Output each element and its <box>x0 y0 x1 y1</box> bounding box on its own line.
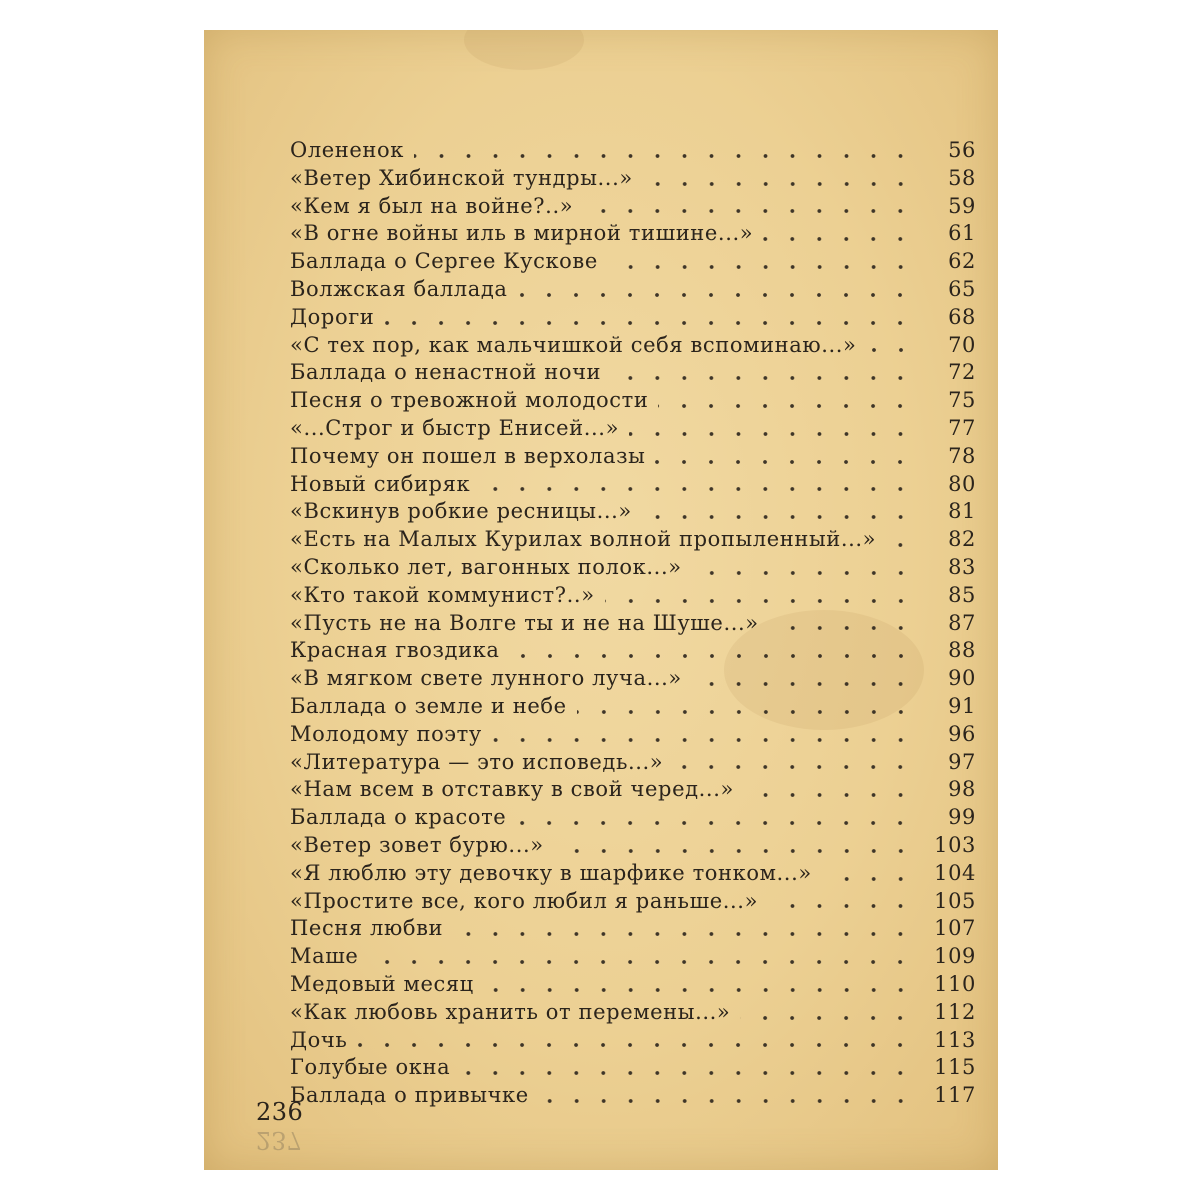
toc-entry-title: «Нам всем в отставку в свой черед...» <box>290 777 734 802</box>
toc-entry-page: 96 <box>948 721 976 746</box>
toc-entry-title: Голубые окна <box>290 1055 451 1080</box>
toc-entry-title: Новый сибиряк <box>290 471 471 496</box>
toc-entry-title: Олененок <box>290 138 404 162</box>
toc-entry <box>290 221 976 249</box>
toc-entry-page: 56 <box>948 138 976 162</box>
toc-entry-title: «В мягком свете лунного луча...» <box>290 666 682 691</box>
toc-entry-title: Песня любви <box>290 916 444 941</box>
toc-entry <box>290 611 976 639</box>
toc-entry <box>290 194 976 222</box>
toc-entry <box>290 444 976 472</box>
dot-leader <box>608 264 914 270</box>
toc-entry <box>290 638 976 666</box>
book-page <box>204 30 998 1170</box>
toc-entry <box>290 666 976 694</box>
toc-entry <box>290 499 976 527</box>
toc-entry-title: Баллада о земле и небе <box>290 693 567 718</box>
toc-entry <box>290 388 976 416</box>
dot-leader <box>692 570 914 576</box>
dot-leader <box>822 876 914 882</box>
toc-entry-page: 78 <box>948 443 976 468</box>
toc-entry-title: «Сколько лет, вагонных полок...» <box>290 554 682 579</box>
dot-leader <box>769 625 914 631</box>
dot-leader <box>357 1042 914 1048</box>
toc-entry-title: Красная гвоздика <box>290 638 500 663</box>
toc-entry-page: 58 <box>948 165 976 190</box>
dot-leader <box>673 764 914 770</box>
dot-leader <box>763 236 914 242</box>
toc-entry <box>290 1000 976 1028</box>
page-number: 236 <box>256 1098 304 1126</box>
toc-entry-title: Баллада о Сергее Кускове <box>290 249 598 274</box>
dot-leader <box>414 153 914 159</box>
toc-entry-title: «Как любовь хранить от перемены...» <box>290 999 731 1024</box>
dot-leader <box>583 208 914 214</box>
toc-entry-page: 103 <box>934 832 976 857</box>
toc-entry-title: Почему он пошел в верхолазы <box>290 443 646 468</box>
toc-entry-title: Песня о тревожной молодости <box>290 388 649 413</box>
toc-entry-page: 112 <box>934 999 976 1024</box>
toc-entry-page: 87 <box>948 610 976 635</box>
toc-entry <box>290 944 976 972</box>
toc-entry <box>290 972 976 1000</box>
toc-entry-title: «Есть на Малых Курилах волной пропыленный...» <box>290 527 877 552</box>
toc-entry <box>290 527 976 555</box>
toc-entry-page: 59 <box>948 193 976 218</box>
toc-entry <box>290 277 976 305</box>
dot-leader <box>516 820 914 826</box>
toc-entry-page: 70 <box>948 332 976 357</box>
paper-stain <box>464 30 584 70</box>
toc-entry <box>290 333 976 361</box>
toc-entry <box>290 861 976 889</box>
toc-entry-title: «Пусть не на Волге ты и не на Шуше...» <box>290 610 759 635</box>
dot-leader <box>539 1098 914 1104</box>
toc-entry-page: 97 <box>948 749 976 774</box>
dot-leader <box>554 848 914 854</box>
toc-entry-title: Баллада о ненастной ночи <box>290 360 602 385</box>
toc-entry-page: 88 <box>948 638 976 663</box>
dot-leader <box>517 292 914 298</box>
toc-entry-page: 85 <box>948 582 976 607</box>
dot-leader <box>655 459 914 465</box>
toc-entry-page: 107 <box>934 916 976 941</box>
dot-leader <box>453 931 914 937</box>
toc-entry <box>290 166 976 194</box>
toc-entry <box>290 472 976 500</box>
dot-leader <box>384 320 914 326</box>
toc-entry-page: 91 <box>948 693 976 718</box>
table-of-contents <box>290 138 976 1111</box>
toc-entry-title: Маше <box>290 944 359 969</box>
toc-entry-page: 110 <box>934 971 976 996</box>
toc-entry-page: 62 <box>948 249 976 274</box>
dot-leader <box>658 403 914 409</box>
toc-entry-title: «Простите все, кого любил я раньше...» <box>290 888 759 913</box>
toc-entry <box>290 583 976 611</box>
dot-leader <box>611 375 914 381</box>
toc-entry-title: «С тех пор, как мальчишкой себя вспоминаю...» <box>290 332 857 357</box>
dot-leader <box>740 1015 914 1021</box>
toc-entry-page: 117 <box>934 1083 976 1108</box>
toc-entry-page: 81 <box>948 499 976 524</box>
toc-entry-page: 113 <box>934 1027 976 1052</box>
toc-entry-page: 65 <box>948 276 976 301</box>
toc-entry-page: 98 <box>948 777 976 802</box>
toc-entry <box>290 249 976 277</box>
toc-entry-title: Молодому поэту <box>290 721 482 746</box>
dot-leader <box>368 959 914 965</box>
toc-entry-title: «...Строг и быстр Енисей...» <box>290 415 620 440</box>
toc-entry-page: 68 <box>948 304 976 329</box>
dot-leader <box>642 514 914 520</box>
dot-leader <box>492 737 914 743</box>
toc-entry <box>290 138 976 166</box>
dot-leader <box>577 709 914 715</box>
toc-entry-title: «Ветер Хибинской тундры...» <box>290 165 633 190</box>
dot-leader <box>643 181 914 187</box>
toc-entry-page: 99 <box>948 805 976 830</box>
toc-entry <box>290 694 976 722</box>
dot-leader <box>605 598 914 604</box>
toc-entry-title: Дороги <box>290 304 375 329</box>
dot-leader <box>460 1070 914 1076</box>
toc-entry <box>290 889 976 917</box>
dot-leader <box>768 903 914 909</box>
toc-entry-title: Баллада о привычке <box>290 1083 529 1108</box>
toc-entry <box>290 1055 976 1083</box>
bleed-through-page-number: 237 <box>256 1126 302 1154</box>
toc-entry <box>290 305 976 333</box>
toc-entry <box>290 777 976 805</box>
toc-entry-title: «Ветер зовет бурю...» <box>290 832 544 857</box>
toc-entry-page: 82 <box>948 527 976 552</box>
toc-entry-page: 109 <box>934 944 976 969</box>
toc-entry <box>290 750 976 778</box>
dot-leader <box>692 681 914 687</box>
dot-leader <box>886 542 914 548</box>
toc-entry-title: Медовый месяц <box>290 971 474 996</box>
toc-entry <box>290 555 976 583</box>
toc-entry <box>290 1028 976 1056</box>
toc-entry-page: 115 <box>934 1055 976 1080</box>
toc-entry-title: «Вскинув робкие ресницы...» <box>290 499 632 524</box>
toc-entry <box>290 360 976 388</box>
toc-entry-page: 105 <box>934 888 976 913</box>
toc-entry-page: 90 <box>948 666 976 691</box>
toc-entry-page: 80 <box>948 471 976 496</box>
toc-entry-title: Дочь <box>290 1027 348 1052</box>
toc-entry-page: 61 <box>948 221 976 246</box>
toc-entry-page: 104 <box>934 860 976 885</box>
dot-leader <box>744 792 914 798</box>
dot-leader <box>629 431 914 437</box>
toc-entry <box>290 833 976 861</box>
toc-entry-page: 83 <box>948 554 976 579</box>
dot-leader <box>510 653 914 659</box>
dot-leader <box>480 486 914 492</box>
toc-entry-title: «Я люблю эту девочку в шарфике тонком...» <box>290 860 812 885</box>
toc-entry-title: «В огне войны иль в мирной тишине...» <box>290 221 754 246</box>
toc-entry-page: 75 <box>948 388 976 413</box>
toc-entry <box>290 722 976 750</box>
dot-leader <box>484 987 914 993</box>
toc-entry <box>290 416 976 444</box>
toc-entry-title: «Кем я был на войне?..» <box>290 193 574 218</box>
toc-entry <box>290 1083 976 1111</box>
toc-entry <box>290 805 976 833</box>
toc-entry <box>290 916 976 944</box>
dot-leader <box>867 347 915 353</box>
toc-entry-title: Баллада о красоте <box>290 805 507 830</box>
toc-entry-title: «Литература — это исповедь...» <box>290 749 664 774</box>
toc-entry-page: 77 <box>948 415 976 440</box>
toc-entry-page: 72 <box>948 360 976 385</box>
toc-entry-title: «Кто такой коммунист?..» <box>290 582 595 607</box>
toc-entry-title: Волжская баллада <box>290 276 508 301</box>
